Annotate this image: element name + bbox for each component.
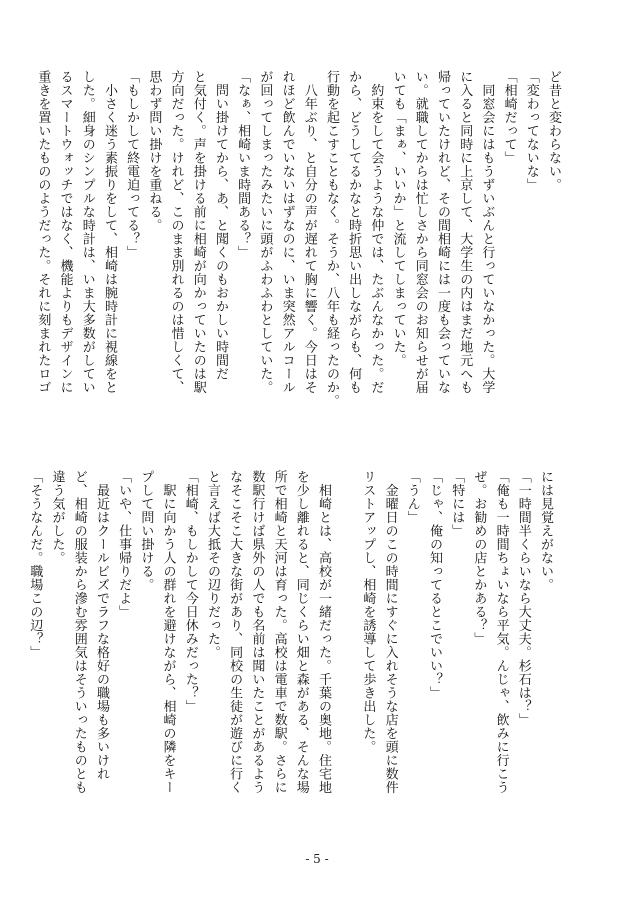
text-line: を少し離れると、同じくらい畑と森がある、そんな場 bbox=[293, 470, 309, 794]
text-line: 「じゃ、俺の知ってるとこでいい？」 bbox=[426, 470, 442, 700]
text-line: した。細身のシンプルな時計は、いま大多数がしてい bbox=[79, 70, 95, 394]
text-line: と気付く。声を掛ける前に相崎が向かっていたのは駅 bbox=[190, 70, 206, 394]
text-line: なそこそこ大きな街があり、同校の生徒が遊びに行く bbox=[227, 470, 243, 794]
text-line: 帰っていたけれど、その間相崎には一度も会っていな bbox=[434, 70, 450, 394]
text-line: 「俺も一時間ちょいなら平気。んじゃ、飲みに行こう bbox=[493, 470, 509, 794]
text-line: 「うん」 bbox=[404, 470, 420, 524]
text-line: 方向だった。けれど、このまま別れるのは惜しくて、 bbox=[168, 70, 184, 394]
text-line: 金曜日のこの時間にすぐに入れそうな店を頭に数件 bbox=[382, 470, 398, 794]
text-line: い。就職してからは忙しさから同窓会のお知らせが届 bbox=[412, 70, 428, 394]
text-block-bottom bbox=[23, 470, 556, 850]
text-line: 小さく迷う素振りをして、相崎は腕時計に視線をと bbox=[101, 70, 117, 394]
text-line: 相崎とは、高校が一緒だった。千葉の奥地。住宅地 bbox=[315, 470, 331, 794]
text-block-top bbox=[31, 70, 564, 430]
text-line: 「いや、仕事帰りだよ」 bbox=[116, 470, 132, 619]
text-line: 約束をして会うような仲では、たぶんなかった。だ bbox=[368, 70, 384, 394]
page-number: - 5 - bbox=[305, 852, 329, 866]
text-line: 所で相崎と天河は育った。高校は電車で数駅。さらに bbox=[271, 470, 287, 794]
text-line: 「一時間半くらいなら大丈夫。杉石は？」 bbox=[515, 470, 531, 727]
text-line: 「相崎、もしかして今日休みだった？」 bbox=[182, 470, 198, 713]
text-line bbox=[334, 470, 356, 850]
text-line: と言えば大抵その辺りだった。 bbox=[204, 470, 220, 659]
text-line: 重きを置いたもののようだった。それに刻まれたロゴ bbox=[35, 70, 51, 394]
text-line: から、どうしてるかなと時折思い出しながらも、何も bbox=[346, 70, 362, 394]
text-line: 「そうなんだ。職場この辺？」 bbox=[27, 470, 43, 659]
text-line: ど昔と変わらない。 bbox=[546, 70, 561, 192]
text-line: 違う気がした。 bbox=[49, 470, 65, 565]
text-line: には見覚えがない。 bbox=[538, 470, 553, 592]
text-line: 最近はクールビズでラフな格好の職場も多いけれ bbox=[93, 470, 109, 781]
text-line: 思わず問い掛けを重ねる。 bbox=[146, 70, 162, 232]
text-line: 「特には」 bbox=[449, 470, 465, 538]
text-line: 「変わってないな」 bbox=[523, 70, 539, 192]
text-line: れほど飲んでいないはずなのに、いま突然アルコール bbox=[279, 70, 295, 394]
text-line: 「もしかして終電迫ってる？」 bbox=[124, 70, 140, 259]
text-line: に入ると同時に上京して、大学生の内はまだ地元へも bbox=[457, 70, 473, 394]
text-line: 行動を起こすこともなく。そうか、八年も経ったのか。 bbox=[323, 70, 339, 408]
text-line: 駅に向かう人の群れを避けながら、相崎の隣をキー bbox=[160, 470, 176, 794]
text-line: ど、相崎の服装から滲む雰囲気はそういったものとも bbox=[71, 470, 87, 794]
text-line: 問い掛けてから、あ、と聞くのもおかしい時間だ bbox=[212, 70, 228, 381]
text-line: いても「まぁ、いいか」と流してしまっていた。 bbox=[390, 70, 406, 367]
text-line: 八年ぶり、と自分の声が遅れて胸に響く。今日はそ bbox=[301, 70, 317, 394]
text-line: るスマートウォッチではなく、機能よりもデザインに bbox=[57, 70, 73, 394]
text-line: 同窓会にはもうずいぶんと行っていなかった。大学 bbox=[479, 70, 495, 394]
text-line: 「なぁ、相崎いま時間ある？」 bbox=[235, 70, 251, 259]
text-line: 「相崎だって」 bbox=[501, 70, 517, 165]
text-line: リストアップし、相崎を誘導して歩き出した。 bbox=[360, 470, 376, 754]
text-line: が回ってしまったみたいに頭がふわふわとしていた。 bbox=[257, 70, 273, 394]
text-line: プして問い掛ける。 bbox=[138, 470, 154, 592]
text-line: 数駅行けば県外の人でも名前は聞いたことがあるよう bbox=[249, 470, 265, 794]
text-line: ぜ。お勧めの店とかある？」 bbox=[471, 470, 487, 646]
